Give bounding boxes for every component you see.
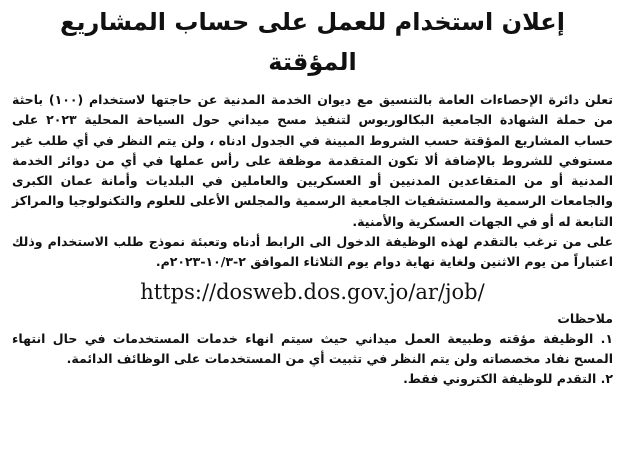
note-item-1: ١. الوظيفة مؤقته وطبيعة العمل ميداني حيث سيتم انهاء خدمات المستخدمات في حال انتهاء المسح نفاد مخصصاته ولن يتم النظر في تثبيت أي من المستخدمات على الوظائف الدائمة. (12, 330, 613, 366)
notes-heading: ملاحظات (557, 310, 613, 326)
announcement-title: إعلان استخدام للعمل على حساب المشاريع المؤقتة (60, 8, 565, 76)
application-link[interactable]: https://dosweb.dos.gov.jo/ar/job/ (140, 279, 485, 304)
announcement-paragraph-main: تعلن دائرة الإحصاءات العامة بالتنسيق مع ديوان الخدمة المدنية عن حاجتها لاستخدام (١٠٠) باحثة من حملة الشهادة الجامعية البكالوريوس لتنفيذ مسح ميداني حول السياحة المحلية ٢٠٢٣ على حساب المشاريع المؤقتة حسب الشروط المبينة في الجدول ادناه ، ولن يتم النظر في أي طلب غير مستوفي للشروط بالإضافة ألا تكون المتقدمة موظفة على رأس عملها في أي من دوائر الخدمة المدنية أو من المتقاعدين المدنيين أو العسكريين والعاملين في البلديات وأمانة عمان الكبرى والجامعات الرسمية والمستشفيات الجامعية الرسمية والمجلس الأعلى للعلوم والتكنولوجيا والمراكز التابعة له أو في الجهات العسكرية والأمنية. (12, 92, 613, 229)
announcement-paragraph-apply: على من ترغب بالتقدم لهذه الوظيفة الدخول الى الرابط أدناه وتعبئة نموذج طلب الاستخدام وذلك اعتباراً من يوم الاثنين ولغاية نهاية دوام يوم الثلاثاء الموافق ٢-١٠/٣-٢٠٢٣م. (12, 234, 613, 270)
note-item-2: ٢. التقدم للوظيفة الكتروني فقط. (403, 371, 613, 387)
